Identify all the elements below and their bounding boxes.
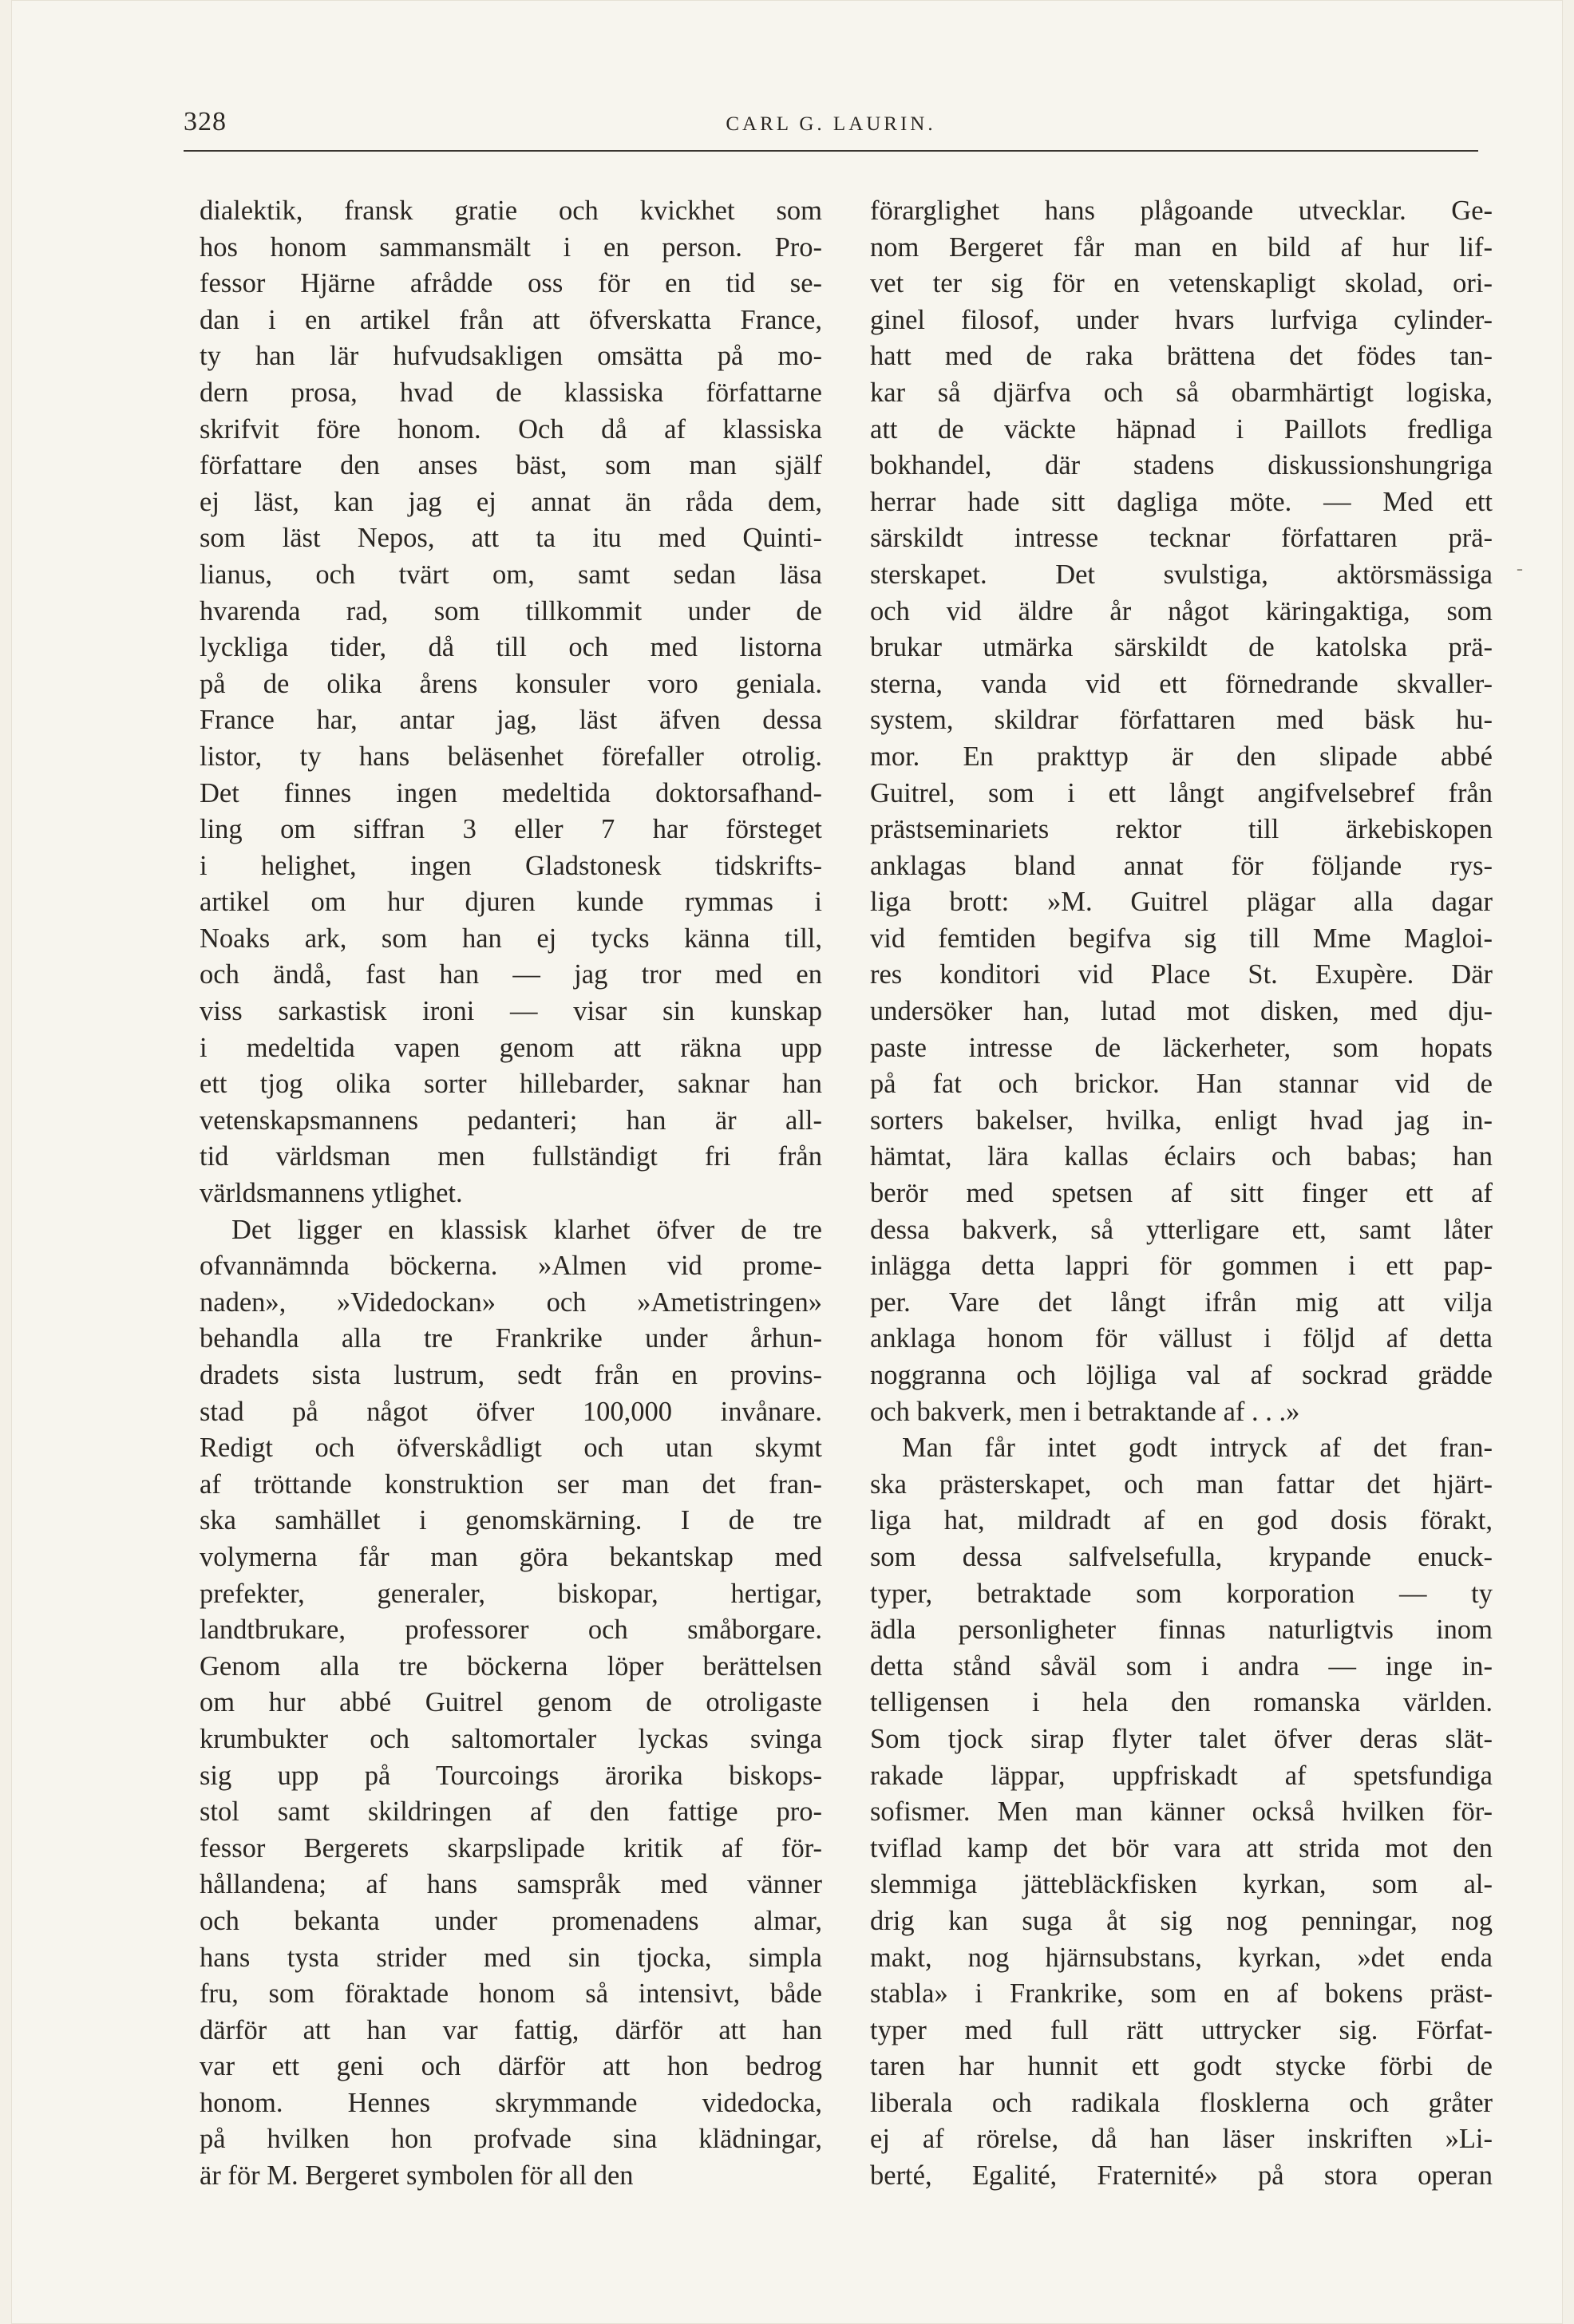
text-line: i medeltida vapen genom att räkna upp — [200, 1032, 822, 1063]
text-line: fessor Hjärne afrådde oss för en tid se- — [200, 268, 822, 299]
text-line: är för M. Bergeret symbolen för all den — [200, 2160, 634, 2192]
text-line: paste intresse de läckerheter, som hopats — [870, 1032, 1493, 1063]
text-line: tviflad kamp det bör vara att strida mot den — [870, 1832, 1493, 1864]
text-line: system, skildrar författaren med bäsk hu- — [870, 705, 1493, 736]
text-line: hans tysta strider med sin tjocka, simpla — [200, 1942, 822, 1973]
text-line: vid femtiden begifva sig till Mme Magloi- — [870, 923, 1493, 954]
text-line: därför att han var fattig, därför att han — [200, 2014, 822, 2045]
text-line: sofismer. Men man känner också hvilken för- — [870, 1796, 1493, 1828]
text-line: dialektik, fransk gratie och kvickhet som — [200, 196, 822, 226]
text-line: förarglighet hans plågoande utvecklar. Ge- — [870, 196, 1493, 226]
text-line: mor. En prakttyp är den slipade abbé — [870, 741, 1493, 772]
text-line: stad på något öfver 100,000 invånare. — [200, 1396, 822, 1427]
text-line: dern prosa, hvad de klassiska författarne — [200, 377, 822, 408]
text-line: dan i en artikel från att öfverskatta France, — [200, 304, 822, 335]
text-line: typer med full rätt uttrycker sig. Förfat- — [870, 2014, 1493, 2045]
text-line: särskildt intresse tecknar författaren prä- — [870, 523, 1493, 554]
text-line: att de väckte häpnad i Paillots fredliga — [870, 413, 1493, 445]
text-line: och bakverk, men i betraktande af . . .» — [870, 1396, 1300, 1427]
text-line: om hur abbé Guitrel genom de otroligaste — [200, 1687, 822, 1718]
text-line: världsmannens ytlighet. — [200, 1178, 463, 1209]
text-line: res konditori vid Place St. Exupère. Där — [870, 959, 1493, 990]
text-line: hos honom sammansmält i en person. Pro- — [200, 231, 822, 263]
text-line: honom. Hennes skrymmande videdocka, — [200, 2087, 822, 2118]
text-line: viss sarkastisk ironi — visar sin kunskap — [200, 996, 822, 1027]
text-line: vet ter sig för en vetenskapligt skolad, ori- — [870, 268, 1493, 299]
text-line: prästseminariets rektor till ärkebiskopen — [870, 814, 1493, 845]
text-line: landtbrukare, professorer och småborgare. — [200, 1615, 822, 1646]
text-line: Noaks ark, som han ej tycks känna till, — [200, 923, 822, 954]
text-line: som dessa salfvelsefulla, krypande enuck- — [870, 1541, 1493, 1572]
text-line: Det finnes ingen medeltida doktorsafhand- — [200, 777, 822, 808]
text-line: brukar utmärka särskildt de katolska prä- — [870, 632, 1493, 663]
page-header — [184, 107, 1478, 155]
text-line: drig kan suga åt sig nog penningar, nog — [870, 1905, 1493, 1936]
text-line: artikel om hur djuren kunde rymmas i — [200, 887, 822, 918]
text-line: liga hat, mildradt af en god dosis förakt, — [870, 1505, 1493, 1536]
text-line: dradets sista lustrum, sedt från en provins- — [200, 1360, 822, 1390]
text-line: Redigt och öfverskådligt och utan skymt — [200, 1433, 822, 1464]
text-line: sig upp på Tourcoings ärorika biskops- — [200, 1760, 822, 1791]
text-line: af tröttande konstruktion ser man det fran- — [200, 1468, 822, 1500]
text-line: hållandena; af hans samspråk med vänner — [200, 1869, 822, 1900]
text-line: på hvilken hon profvade sina klädningar, — [200, 2124, 822, 2155]
text-line: författare den anses bäst, som man själf — [200, 450, 822, 481]
text-line: behandla alla tre Frankrike under århun- — [200, 1323, 822, 1354]
text-line: på fat och brickor. Han stannar vid de — [870, 1069, 1493, 1100]
text-line: detta stånd såväl som i andra — inge in- — [870, 1650, 1493, 1682]
text-line: slemmiga jättebläckfisken kyrkan, som al- — [870, 1869, 1493, 1900]
text-line: tid världsman men fullständigt fri från — [200, 1141, 822, 1172]
text-line: Guitrel, som i ett långt angifvelsebref från — [870, 777, 1493, 808]
text-line: anklaga honom för vällust i följd af detta — [870, 1323, 1493, 1354]
text-line: ej läst, kan jag ej annat än råda dem, — [200, 486, 822, 517]
text-line: anklagas bland annat för följande rys- — [870, 850, 1493, 881]
text-line: ska prästerskapet, och man fattar det hjärt- — [870, 1468, 1493, 1500]
text-line: berté, Egalité, Fraternité» på stora operan — [870, 2160, 1493, 2192]
text-line: ett tjog olika sorter hillebarder, saknar han — [200, 1069, 822, 1100]
text-line: och ändå, fast han — jag tror med en — [200, 959, 822, 990]
text-line: sterna, vanda vid ett förnedrande skvaller- — [870, 668, 1493, 699]
text-line: noggranna och löjliga val af sockrad grädde — [870, 1360, 1493, 1390]
text-line: i helighet, ingen Gladstonesk tidskrifts- — [200, 850, 822, 881]
text-line: sorters bakelser, hvilka, enligt hvad jag in- — [870, 1105, 1493, 1136]
text-line: ofvannämnda böckerna. »Almen vid prome- — [200, 1251, 822, 1282]
text-line: på de olika årens konsuler voro geniala. — [200, 668, 822, 699]
text-line: vetenskapsmannens pedanteri; han är all- — [200, 1105, 822, 1136]
text-line: telligensen i hela den romanska världen. — [870, 1687, 1493, 1718]
text-line: ginel filosof, under hvars lurfviga cylinder- — [870, 304, 1493, 335]
text-line: taren har hunnit ett godt stycke förbi de — [870, 2051, 1493, 2082]
text-line: sterskapet. Det svulstiga, aktörsmässiga — [870, 559, 1493, 590]
text-line: stol samt skildringen af den fattige pro- — [200, 1796, 822, 1828]
text-line: hatt med de raka brättena det födes tan- — [870, 341, 1493, 372]
left-column — [200, 193, 822, 2195]
text-line: stabla» i Frankrike, som en af bokens präst- — [870, 1978, 1493, 2010]
text-line: och bekanta under promenadens almar, — [200, 1905, 822, 1936]
text-line: ädla personligheter finnas naturligtvis inom — [870, 1615, 1493, 1646]
text-line: ling om siffran 3 eller 7 har försteget — [200, 814, 822, 845]
text-line: Man får intet godt intryck af det fran- — [902, 1433, 1493, 1464]
text-line: Det ligger en klassisk klarhet öfver de tre — [231, 1214, 822, 1245]
text-line: ty han lär hufvudsakligen omsätta på mo- — [200, 341, 822, 372]
text-line: lyckliga tider, då till och med listorna — [200, 632, 822, 663]
margin-dash: - — [1517, 559, 1523, 579]
page-number: 328 — [184, 107, 227, 136]
text-line: Som tjock sirap flyter talet öfver deras slät- — [870, 1723, 1493, 1754]
text-line: lianus, och tvärt om, samt sedan läsa — [200, 559, 822, 590]
text-line: fessor Bergerets skarpslipade kritik af för- — [200, 1832, 822, 1864]
text-line: hvarenda rad, som tillkommit under de — [200, 595, 822, 626]
text-line: herrar hade sitt dagliga möte. — Med ett — [870, 486, 1493, 517]
text-line: krumbukter och saltomortaler lyckas svinga — [200, 1723, 822, 1754]
text-line: typer, betraktade som korporation — ty — [870, 1578, 1493, 1609]
text-line: rakade läppar, uppfriskadt af spetsfundiga — [870, 1760, 1493, 1791]
text-line: prefekter, generaler, biskopar, hertigar, — [200, 1578, 822, 1609]
text-line: bokhandel, där stadens diskussionshungriga — [870, 450, 1493, 481]
text-line: och vid äldre år något käringaktiga, som — [870, 595, 1493, 626]
header-rule — [184, 150, 1478, 152]
text-line: inlägga detta lappri för gommen i ett pap- — [870, 1251, 1493, 1282]
text-line: kar så djärfva och så obarmhärtigt logiska, — [870, 377, 1493, 408]
text-line: som läst Nepos, att ta itu med Quinti- — [200, 523, 822, 554]
text-line: fru, som föraktade honom så intensivt, både — [200, 1978, 822, 2010]
text-line: per. Vare det långt ifrån mig att vilja — [870, 1286, 1493, 1318]
text-line: undersöker han, lutad mot disken, med dju- — [870, 996, 1493, 1027]
text-line: Genom alla tre böckerna löper berättelsen — [200, 1650, 822, 1682]
text-line: liberala och radikala flosklerna och gråter — [870, 2087, 1493, 2118]
text-line: naden», »Videdockan» och »Ametistringen» — [200, 1286, 822, 1318]
text-line: berör med spetsen af sitt finger ett af — [870, 1178, 1493, 1209]
text-line: hämtat, lära kallas éclairs och babas; han — [870, 1141, 1493, 1172]
text-line: makt, nog hjärnsubstans, kyrkan, »det enda — [870, 1942, 1493, 1973]
text-line: nom Bergeret får man en bild af hur lif- — [870, 231, 1493, 263]
running-head: CARL G. LAURIN. — [726, 113, 936, 135]
text-line: dessa bakverk, så ytterligare ett, samt låter — [870, 1214, 1493, 1245]
right-column — [870, 193, 1493, 2195]
text-line: listor, ty hans beläsenhet förefaller otrolig. — [200, 741, 822, 772]
text-line: liga brott: »M. Guitrel plägar alla dagar — [870, 887, 1493, 918]
text-line: volymerna får man göra bekantskap med — [200, 1541, 822, 1572]
text-line: France har, antar jag, läst äfven dessa — [200, 705, 822, 736]
text-line: ska samhället i genomskärning. I de tre — [200, 1505, 822, 1536]
text-line: var ett geni och därför att hon bedrog — [200, 2051, 822, 2082]
text-line: ej af rörelse, då han läser inskriften »Li- — [870, 2124, 1493, 2155]
text-line: skrifvit före honom. Och då af klassiska — [200, 413, 822, 445]
